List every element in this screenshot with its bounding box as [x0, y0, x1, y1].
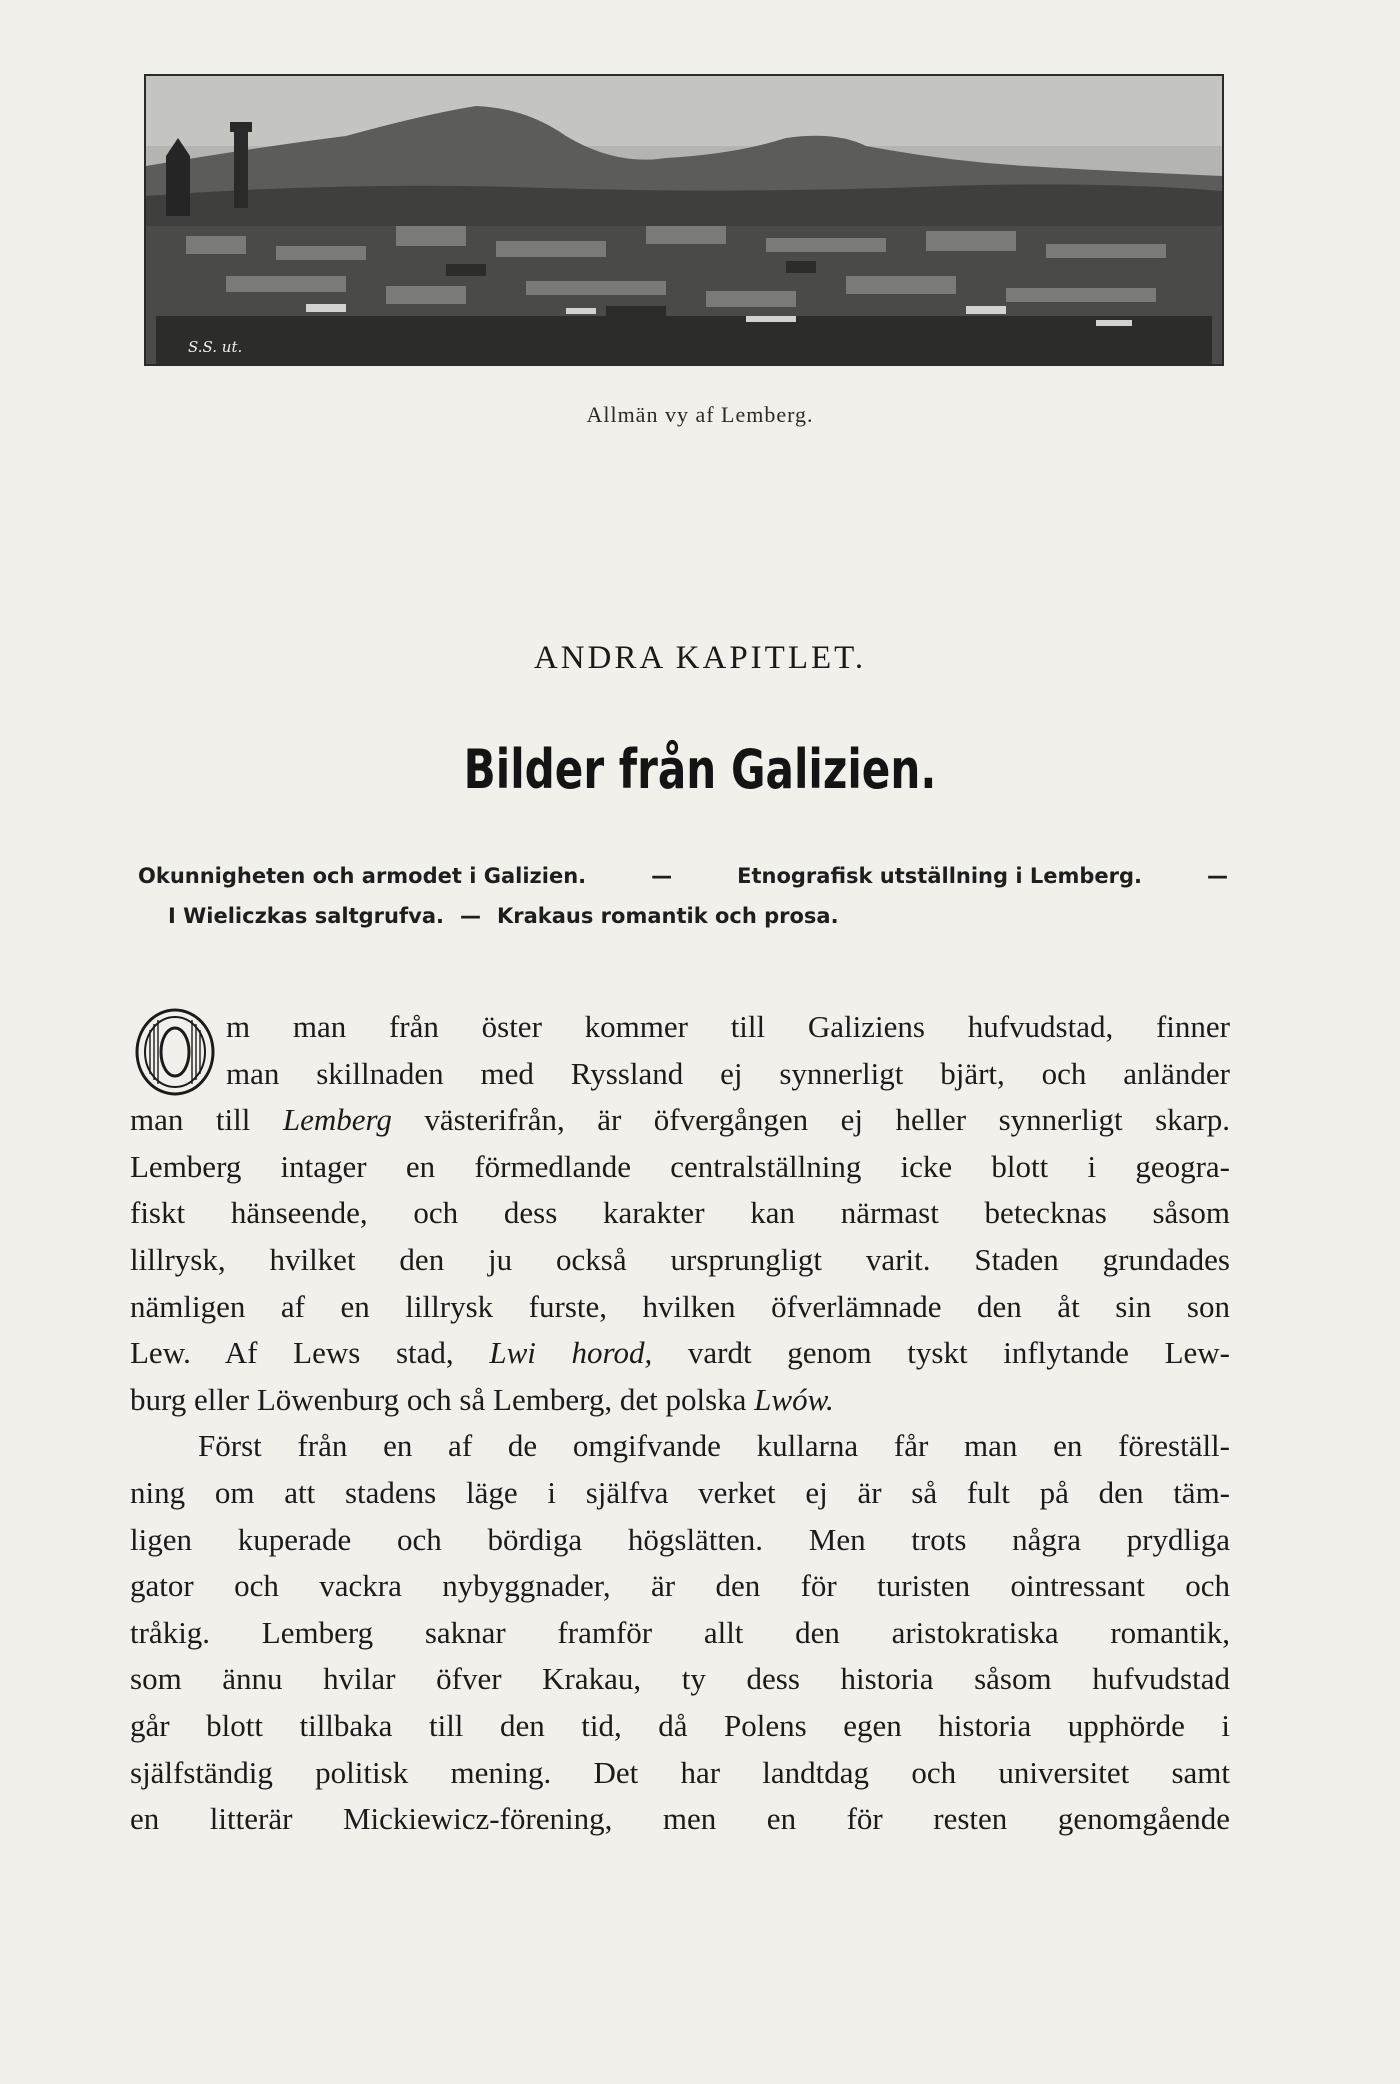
summary-line-2	[138, 904, 1228, 944]
summary-topic: Krakaus romantik och prosa.	[496, 904, 839, 928]
lemberg-panorama-image	[144, 74, 1224, 366]
paragraph-2-line: ligen kuperade och bördiga högslätten. Men trots några prydliga	[130, 1521, 1230, 1557]
summary-topic: Okunnigheten och armodet i Galizien.	[138, 864, 587, 888]
chapter-label: ANDRA KAPITLET.	[533, 640, 867, 676]
paragraph-1-line	[130, 1097, 1230, 1144]
paragraph-1-line: nämligen af en lillrysk furste, hvilken öfverlämnade den åt sin son	[130, 1288, 1230, 1324]
paragraph-1-line: fiskt hänseende, och dess karakter kan närmast betecknas såsom	[130, 1195, 1230, 1231]
text-run: västerifrån, är öfvergången ej heller synnerligt skarp.	[391, 1102, 1230, 1138]
paragraph-1-line	[130, 1330, 1230, 1377]
image-caption: Allmän vy af Lemberg.	[586, 402, 814, 427]
summary-separator: —	[459, 904, 481, 928]
place-name-emphasis: Lemberg	[282, 1102, 392, 1138]
panorama-drawing	[146, 76, 1222, 364]
body-text	[130, 1004, 1230, 1843]
place-name-emphasis: Lwów.	[754, 1381, 834, 1417]
summary-topic: Etnografisk utställning i Lemberg.	[737, 864, 1142, 888]
drop-cap-initial	[130, 1006, 220, 1098]
text-run: Lew. Af Lews stad,	[130, 1335, 490, 1371]
place-name-emphasis: Lwi horod,	[489, 1335, 653, 1371]
paragraph-2-line: gator och vackra nybyggnader, är den för turisten ointressant och	[130, 1568, 1230, 1604]
chapter-summary	[138, 864, 1228, 944]
paragraph-2-line: går blott tillbaka till den tid, då Polens egen historia upphörde i	[130, 1707, 1230, 1743]
paragraph-1-line: Lemberg intager en förmedlande centralställning icke blott i geogra-	[130, 1148, 1230, 1184]
paragraph-2-line: tråkig. Lemberg saknar framför allt den aristokratiska romantik,	[130, 1614, 1230, 1650]
summary-line-1	[138, 864, 1228, 904]
paragraph-2-line: ning om att stadens läge i själfva verket ej är så fult på den täm-	[130, 1474, 1230, 1510]
paragraph-1-line: m man från öster kommer till Galiziens hufvudstad, finner	[226, 1009, 1230, 1044]
text-run: man till	[130, 1102, 283, 1138]
paragraph-2-line: Först från en af de omgifvande kullarna får man en föreställ-	[198, 1428, 1230, 1464]
text-run: vardt genom tyskt inflytande Lew-	[652, 1335, 1230, 1371]
summary-topic: I Wieliczkas saltgrufva.	[168, 904, 444, 928]
paragraph-2-line: en litterär Mickiewicz-förening, men en för resten genomgående	[130, 1801, 1230, 1837]
illustrator-signature: S.S. ut.	[188, 338, 243, 356]
paragraph-2-line: som ännu hvilar öfver Krakau, ty dess historia såsom hufvudstad	[130, 1661, 1230, 1697]
paragraph-2-line: själfständig politisk mening. Det har landtdag och universitet samt	[130, 1754, 1230, 1790]
chapter-title: Bilder från Galizien.	[463, 738, 937, 801]
paragraph-1-line: man skillnaden med Ryssland ej synnerligt bjärt, och anländer	[226, 1055, 1230, 1091]
paragraph-1-line	[130, 1377, 1230, 1424]
paragraph-1-line: lillrysk, hvilket den ju också ursprungligt varit. Staden grundades	[130, 1241, 1230, 1277]
text-run: burg eller Löwenburg och så Lemberg, det polska	[130, 1381, 755, 1417]
drop-cap-o-glyph	[130, 1006, 220, 1098]
summary-separator: —	[1207, 864, 1228, 888]
summary-separator: —	[651, 864, 673, 888]
